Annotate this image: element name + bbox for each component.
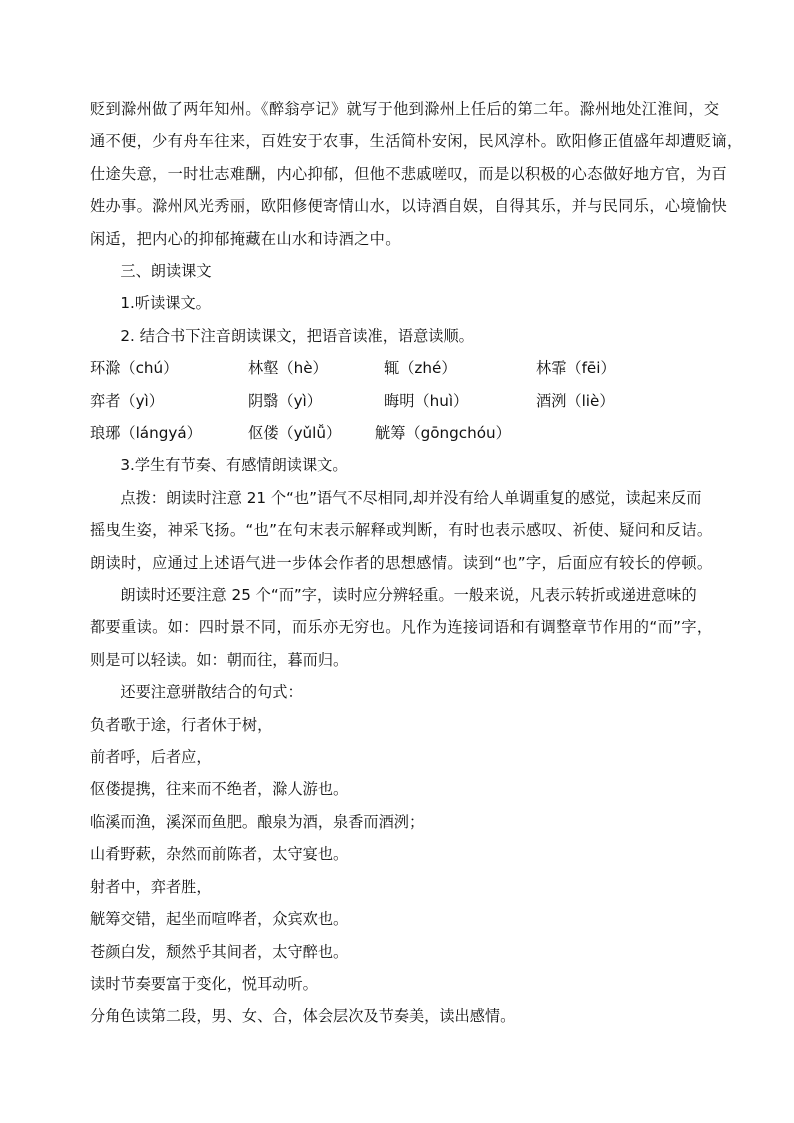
- vocab-item: 辄（zhé）: [384, 359, 457, 378]
- parallel-line: 山肴野蔌，杂然而前陈者，太守宴也。: [90, 845, 349, 864]
- section-heading: 三、朗读课文: [120, 262, 212, 281]
- parallel-line: 前者呼，后者应，: [90, 748, 212, 767]
- vocab-item: 弈者（yì）: [90, 391, 164, 410]
- parallel-line: 射者中，弈者胜，: [90, 877, 212, 896]
- tip-line-1: 点拨：朗读时注意 21 个“也”语气不尽相同,却并没有给人单调重复的感觉，读起来反而: [120, 488, 702, 507]
- tip-line-2: 摇曳生姿，神采飞扬。“也”在句末表示解释或判断，有时也表示感叹、祈使、疑问和反诘。: [90, 521, 713, 540]
- vocab-item: 酒洌（liè）: [536, 391, 615, 410]
- tip-line-3: 朗读时，应通过上述语气进一步体会作者的思想感情。读到“也”字，后面应有较长的停顿。: [90, 553, 713, 572]
- vocab-item: 觥筹（gōngchóu）: [375, 424, 511, 443]
- vocab-item: 琅琊（lángyá）: [90, 424, 202, 443]
- role-reading-note: 分角色读第二段，男、女、合，体会层次及节奏美，读出感情。: [90, 1007, 516, 1026]
- parallel-line: 负者歌于途，行者休于树，: [90, 715, 273, 734]
- er-note-line-2: 都要重读。如：四时景不同，而乐亦无穷也。凡作为连接词语和有调整章节作用的“而”字，: [90, 618, 713, 637]
- parallel-intro: 还要注意骈散结合的句式：: [120, 683, 303, 702]
- intro-line-3: 仕途失意，一时壮志难酬，内心抑郁，但他不悲戚嗟叹，而是以积极的心态做好地方官，为百: [90, 164, 728, 183]
- document-body: [90, 93, 743, 1033]
- rhythm-note: 读时节奏要富于变化，悦耳动听。: [90, 974, 318, 993]
- vocab-row-2: [90, 385, 740, 417]
- vocab-item: 环滁（chú）: [90, 359, 179, 378]
- step-2: 2. 结合书下注音朗读课文，把语音读准，语意读顺。: [120, 326, 474, 345]
- vocab-item: 林壑（hè）: [248, 359, 328, 378]
- parallel-line: 苍颜白发，颓然乎其间者，太守醉也。: [90, 942, 349, 961]
- parallel-line: 伛偻提携，往来而不绝者，滁人游也。: [90, 780, 349, 799]
- vocab-item: 阴翳（yì）: [248, 391, 322, 410]
- intro-line-2: 通不便，少有舟车往来，百姓安于农事，生活简朴安闲，民风淳朴。欧阳修正值盛年却遭贬谪，: [90, 132, 743, 151]
- parallel-line: 临溪而渔，溪深而鱼肥。酿泉为酒，泉香而酒洌；: [90, 812, 425, 831]
- vocab-item: 晦明（huì）: [384, 391, 469, 410]
- vocab-item: 伛偻（yǔlǚ）: [248, 424, 342, 443]
- vocab-row-1: [90, 352, 740, 384]
- intro-line-4: 姓办事。滁州风光秀丽，欧阳修便寄情山水，以诗酒自娱，自得其乐，并与民同乐，心境愉快: [90, 197, 728, 216]
- vocab-row-3: [90, 417, 740, 449]
- vocab-item: 林霏（fēi）: [536, 359, 616, 378]
- intro-line-5: 闲适，把内心的抑郁掩藏在山水和诗酒之中。: [90, 229, 401, 248]
- step-1: 1.听读课文。: [120, 294, 211, 313]
- intro-line-1: 贬到滁州做了两年知州。《醉翁亭记》就写于他到滁州上任后的第二年。滁州地处江淮间，交: [90, 100, 720, 118]
- er-note-line-1: 朗读时还要注意 25 个“而”字，读时应分辨轻重。一般来说，凡表示转折或递进意味的: [120, 586, 697, 605]
- er-note-line-3: 则是可以轻读。如：朝而往，暮而归。: [90, 650, 349, 669]
- step-3: 3.学生有节奏、有感情朗读课文。: [120, 456, 348, 475]
- parallel-line: 觥筹交错，起坐而喧哗者，众宾欢也。: [90, 910, 349, 929]
